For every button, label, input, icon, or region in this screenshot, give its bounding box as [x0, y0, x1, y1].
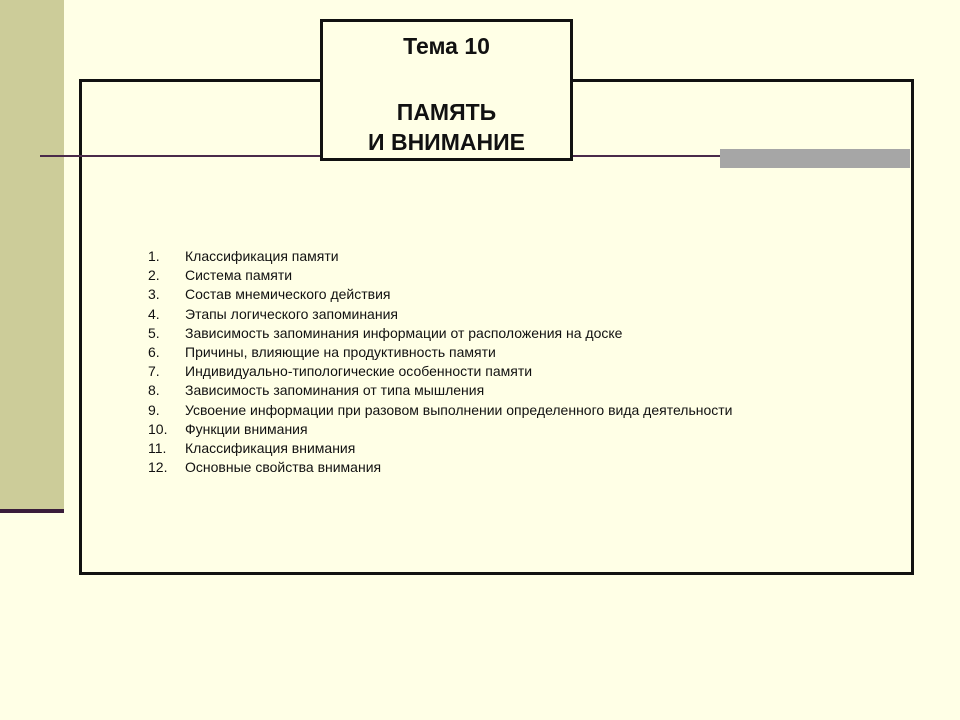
- list-item: 4. Этапы логического запоминания: [148, 305, 398, 322]
- list-item: 2. Система памяти: [148, 267, 293, 284]
- list-item: 3. Состав мнемического действия: [148, 286, 391, 303]
- list-item: 10. Функции внимания: [148, 420, 308, 437]
- list-item: 11. Классификация внимания: [148, 439, 356, 456]
- list-item: 1. Классификация памяти: [148, 248, 339, 264]
- list-item: 6. Причины, влияющие на продуктивность памяти: [148, 343, 496, 360]
- side-decoration-bar: [0, 0, 64, 512]
- gray-accent-strip: [720, 149, 910, 168]
- list-item: 12. Основные свойства внимания: [148, 459, 382, 476]
- list-item: 8. Зависимость запоминания от типа мышления: [148, 382, 485, 399]
- topic-number: Тема 10: [403, 33, 490, 59]
- slide-heading-line2: И ВНИМАНИЕ: [368, 129, 525, 155]
- list-item: 9. Усвоение информации при разовом выполнении определенного вида деятельности: [148, 401, 733, 418]
- title-box: [320, 19, 573, 161]
- list-item: 7. Индивидуально-типологические особенности памяти: [148, 363, 533, 380]
- list-item: 5. Зависимость запоминания информации от расположения на доске: [148, 324, 623, 341]
- topic-list: [148, 247, 733, 477]
- side-bar-underline: [0, 509, 64, 513]
- slide-heading-line1: ПАМЯТЬ: [396, 99, 497, 125]
